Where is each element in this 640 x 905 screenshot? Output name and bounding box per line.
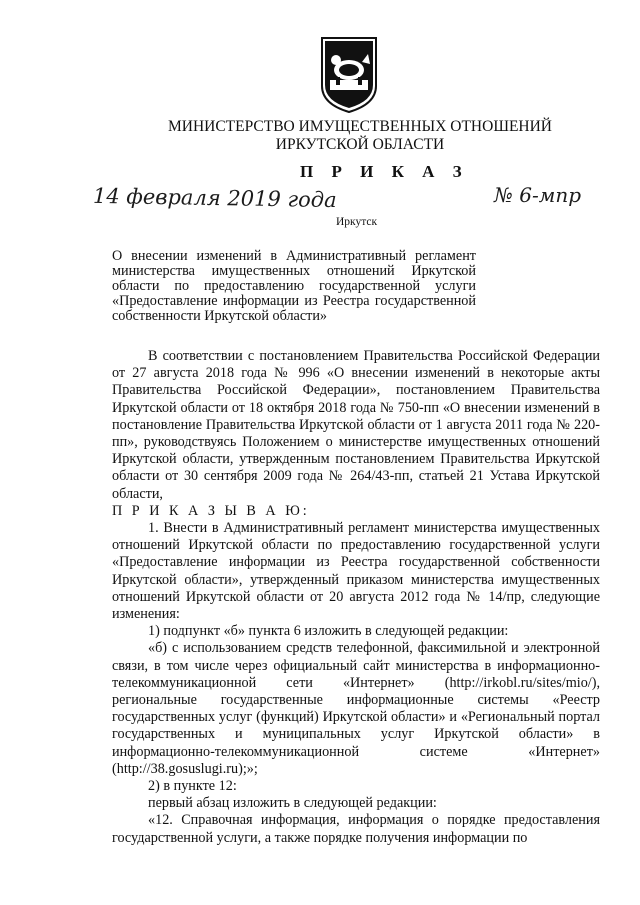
item-1-1-paragraph: 1) подпункт «б» пункта 6 изложить в следующей редакции: bbox=[148, 623, 509, 640]
item-1-1-text: «б) с использованием средств телефонной, факсимильной и электронной связи, в том числе через официальный сайт министерства в информационно-телекоммуникационной сети «Интернет» (http://irkobl.ru/sites/mio/), региональные государственные информационные системы «Реестр государственных услуг (функций) Иркутской области» и «Региональный портал государственных и муниципальных услуг Иркутской области» в информационно-телекоммуникационной системе «Интернет» (http://38.gosuslugi.ru);»; bbox=[112, 640, 600, 777]
city-label: Иркутск bbox=[336, 216, 378, 228]
preamble-paragraph: В соответствии с постановлением Правительства Российской Федерации от 27 августа 2018 года № 996 «О внесении изменений в некоторые акты Правительства Российской Федерации», постановлением Правительства Иркутской области от 18 октября 2018 года № 750-пп «О внесении изменений в постановление Правительства Иркутской области от 1 августа 2011 года № 220-пп», руководствуясь Положением о министерстве имущественных отношений Иркутской области, утвержденным постановлением Правительства Иркутской области от 30 сентября 2009 года № 264/43-пп, статьей 21 Устава Иркутской области, bbox=[112, 348, 600, 502]
handwritten-number: № 6-мпр bbox=[494, 183, 582, 207]
handwritten-date: 14 февраля 2019 года bbox=[92, 183, 337, 213]
document-body bbox=[112, 348, 600, 847]
item-1-2-paragraph: 2) в пункте 12: bbox=[148, 778, 237, 795]
ministry-line-2: ИРКУТСКОЙ ОБЛАСТИ bbox=[275, 136, 445, 153]
orders-heading: П Р И К А З Ы В А Ю: bbox=[112, 502, 310, 519]
document-subject: О внесении изменений в Административный регламент министерства имущественных отношений Иркутской области по предоставлению государственной услуги «Предоставление информации из Реестра государственной собственности Иркутской области» bbox=[112, 248, 476, 324]
ministry-name bbox=[150, 118, 570, 154]
coat-of-arms-icon bbox=[318, 34, 380, 114]
document-type: П Р И К А З bbox=[300, 162, 469, 181]
item-1-paragraph: 1. Внести в Административный регламент министерства имущественных отношений Иркутской области по предоставлению государственной услуги «Предоставление информации из Реестра государственной собственности Иркутской области», утвержденный приказом министерства имущественных отношений Иркутской области от 20 августа 2012 года № 14/пр, следующие изменения: bbox=[112, 520, 600, 623]
ministry-line-1: МИНИСТЕРСТВО ИМУЩЕСТВЕННЫХ ОТНОШЕНИЙ bbox=[167, 118, 553, 135]
item-1-2-text: «12. Справочная информация, информация о порядке предоставления государственной услуги, а также порядке получения информации по bbox=[112, 812, 600, 846]
item-1-2-a-paragraph: первый абзац изложить в следующей редакции: bbox=[148, 795, 437, 812]
